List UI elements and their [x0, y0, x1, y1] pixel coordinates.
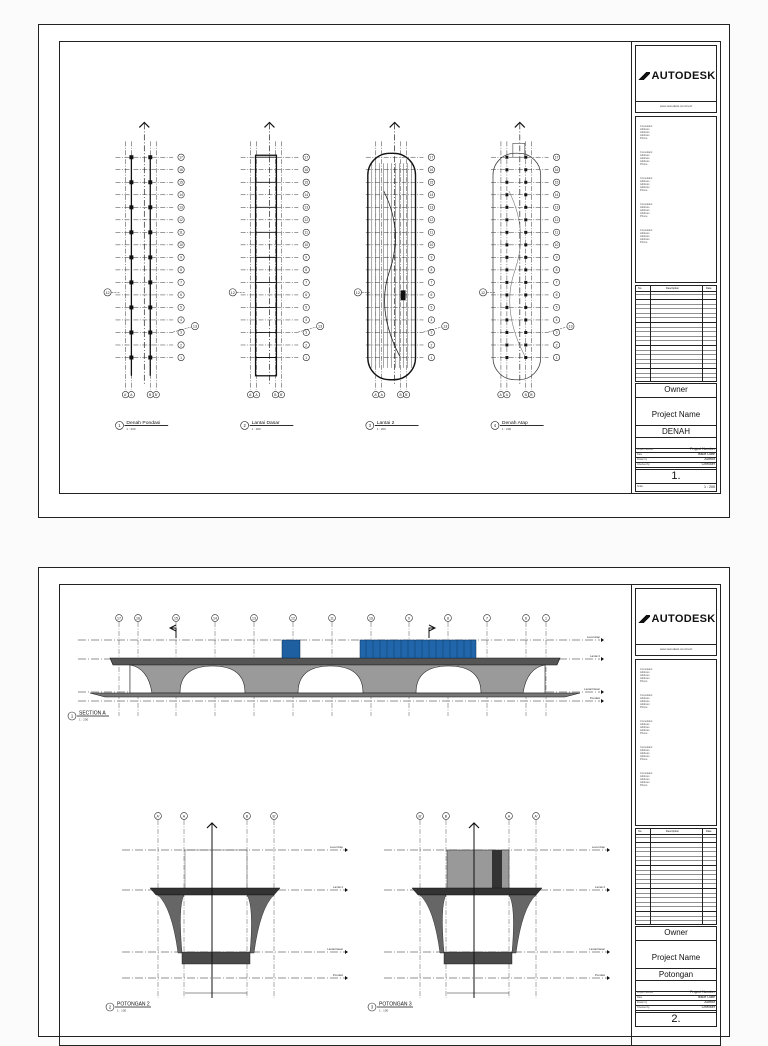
grid-bubble-label: 7 — [555, 280, 558, 285]
scale-value: 1 : 200 — [704, 485, 715, 489]
autodesk-mark-icon — [637, 72, 650, 80]
grid-bubble-label: 7 — [180, 280, 182, 285]
column — [524, 243, 527, 246]
grid-bubble-label: 9 — [408, 616, 410, 621]
column — [505, 281, 508, 284]
logo-text: AUTODESK — [651, 70, 716, 82]
curved-column — [509, 895, 536, 953]
grid-bubble-label: 12 — [304, 218, 309, 223]
grid-bubble-label: 12 — [429, 218, 434, 223]
column — [505, 218, 508, 221]
section-tag-label: 12 — [355, 290, 360, 295]
revision-table — [635, 828, 717, 925]
grid-bubble-label: 12 — [291, 616, 295, 621]
grid-bubble-label: A — [505, 392, 509, 397]
grid-bubble-label: A' — [249, 392, 253, 397]
grid-bubble-label: 11 — [304, 230, 308, 235]
level-label: Pondasi — [332, 973, 343, 977]
column — [524, 293, 527, 296]
logo-box — [635, 45, 717, 102]
grid-bubble-label: A — [507, 814, 511, 819]
view-title: POTONGAN 2 — [117, 1001, 150, 1008]
grid-bubble-label: 6 — [180, 293, 182, 298]
level-head-icon — [601, 638, 604, 642]
info-value: Checker — [701, 1005, 715, 1009]
view-number-bubble-label: 4 — [493, 423, 497, 429]
small-section-view — [106, 813, 348, 1013]
grid-bubble-label: 4 — [180, 318, 182, 323]
grid-bubble-label: 13 — [252, 616, 256, 621]
curved-column — [420, 895, 446, 953]
column — [524, 268, 527, 271]
autodesk-logo — [636, 613, 716, 625]
column — [524, 343, 527, 346]
grid-bubble-label: 5 — [555, 305, 558, 310]
upper-wall-dark — [492, 850, 502, 890]
stair-block — [401, 290, 406, 300]
grid-bubble-label: 8 — [180, 268, 182, 273]
consultant-5: Consultant Address Address Address Phone — [640, 229, 653, 244]
info-value: Author — [704, 457, 715, 461]
sheet-frame — [59, 584, 721, 1046]
autodesk-mark-icon — [637, 615, 650, 623]
grid-bubble-label: 14 — [429, 193, 434, 198]
level-head-icon — [601, 657, 604, 661]
column — [505, 293, 508, 296]
grid-bubble-label: 14 — [179, 193, 183, 198]
info-row — [636, 462, 716, 468]
grid-bubble-label: 16 — [304, 168, 309, 173]
grid-bubble-label: 3 — [305, 330, 308, 335]
grid-bubble-label: 11 — [179, 230, 183, 235]
roof-outline — [493, 153, 541, 379]
level-head-icon — [607, 950, 610, 954]
grid-bubble-label: 4 — [430, 318, 433, 323]
grid-bubble-label: A' — [124, 392, 127, 397]
curved-column — [158, 895, 184, 953]
grid-bubble-label: 1 — [180, 355, 182, 360]
info-label: Date — [637, 996, 643, 999]
column — [505, 168, 508, 171]
consultant-2: Consultant Address Address Address Phone — [640, 694, 653, 709]
section-tag-label: 12 — [230, 290, 235, 295]
owner-box — [635, 383, 717, 449]
view-scale: 1 : 200 — [501, 426, 512, 431]
small-section-view — [368, 813, 610, 1013]
info-value: Author — [704, 1000, 715, 1004]
grid-bubble-label: 8 — [305, 268, 308, 273]
grid-bubble-label: B — [444, 814, 448, 819]
grid-bubble-label: 10 — [304, 243, 309, 248]
view-number-bubble-label: 3 — [370, 1004, 374, 1010]
roof-curve — [509, 191, 525, 356]
ground-slab — [90, 693, 580, 697]
grid-bubble-label: 4 — [555, 318, 558, 323]
grid-bubble-label: 15 — [179, 180, 183, 185]
info-value: Project Number — [690, 990, 715, 994]
floor-plans-drawing — [60, 42, 622, 493]
column — [524, 156, 527, 159]
info-label: Date — [637, 453, 643, 456]
grid-bubble-label: B — [274, 392, 277, 397]
section-tag-label: 13 — [318, 324, 323, 329]
level-head-icon — [345, 888, 348, 892]
consultant-1: Consultant Address Address Address Phone — [640, 125, 653, 140]
info-label: Drawn by — [637, 1001, 648, 1004]
view-title: Denah Pondasi — [126, 420, 161, 426]
level-head-icon — [601, 690, 604, 694]
column — [524, 281, 527, 284]
grid-bubble-label: 11 — [330, 616, 334, 621]
level-label: Pondasi — [594, 973, 605, 977]
column — [505, 343, 508, 346]
level-label: Lantai 2 — [590, 654, 600, 658]
floor-slab — [182, 952, 250, 964]
grid-bubble-label: 2 — [430, 343, 433, 348]
grid-bubble-label: A' — [374, 392, 378, 397]
grid-bubble-label: A' — [156, 814, 160, 819]
grid-bubble-label: 15 — [304, 180, 309, 185]
project-name: Project Name — [651, 953, 701, 962]
column — [524, 256, 527, 259]
grid-bubble-label: 2 — [180, 343, 182, 348]
revision-table — [635, 285, 717, 382]
grid-bubble-label: 10 — [554, 243, 559, 248]
view-number-bubble-label: 2 — [108, 1004, 112, 1010]
column — [505, 206, 508, 209]
grid-bubble-label: 3 — [555, 330, 558, 335]
view-scale: 1 : 200 — [79, 717, 89, 722]
level-label: Lantai 2 — [595, 885, 605, 889]
consultant-3: Consultant Address Address Address Phone — [640, 720, 653, 735]
grid-bubble-label: B' — [272, 814, 276, 819]
level-label: Lantai Dasar — [327, 947, 343, 951]
info-value: Issue Date — [697, 452, 715, 456]
grid-bubble-label: 6 — [305, 293, 308, 298]
consultant-1: Consultant Address Address Address Phone — [640, 668, 653, 683]
info-row — [636, 1005, 716, 1011]
consultant-4: Consultant Address Address Address Phone — [640, 746, 653, 761]
grid-bubble-label: 16 — [554, 168, 559, 173]
level-head-icon — [345, 950, 348, 954]
owner: Owner — [636, 385, 716, 398]
grid-bubble-label: 17 — [179, 155, 183, 160]
info-value: Checker — [701, 462, 715, 466]
plan-view-1 — [104, 122, 199, 430]
view-scale: 1 : 200 — [126, 426, 136, 431]
column — [505, 256, 508, 259]
grid-bubble-label: 13 — [304, 205, 309, 210]
rev-col-desc: Description — [666, 830, 679, 833]
grid-bubble-label: 15 — [174, 616, 178, 621]
address: www.autodesk.com/revit — [635, 100, 717, 113]
grid-bubble-label: 12 — [554, 218, 559, 223]
level-head-icon — [607, 888, 610, 892]
roof-slab — [412, 888, 542, 895]
plan-view-2 — [229, 122, 324, 430]
column — [524, 206, 527, 209]
rev-col-date: Date — [706, 830, 712, 833]
grid-bubble-label: 14 — [213, 616, 217, 621]
section-tag-label: 13 — [443, 324, 448, 329]
info-label: Project number — [637, 448, 654, 451]
grid-bubble-label: A — [380, 392, 383, 397]
rev-col-no: No. — [638, 287, 643, 290]
view-title: Lantai 2 — [376, 420, 395, 426]
view-title: SECTION A — [79, 710, 106, 717]
curved-column — [247, 895, 274, 953]
grid-bubble-label: 7 — [486, 616, 488, 621]
column — [505, 318, 508, 321]
grid-bubble-label: 13 — [179, 205, 183, 210]
grid-bubble-label: 15 — [554, 180, 559, 185]
project-name: Project Name — [651, 410, 701, 419]
sheet-frame — [59, 41, 721, 494]
section-tag-label: 13 — [568, 324, 573, 329]
grid-bubble-label: B' — [154, 392, 158, 397]
scale-label: Scale — [637, 485, 643, 488]
grid-bubble-label: 9 — [180, 255, 182, 260]
view-title: POTONGAN 3 — [379, 1001, 412, 1008]
grid-bubble-label: 9 — [430, 255, 433, 260]
grid-bubble-label: 17 — [304, 155, 309, 160]
sheet-number: 1. — [635, 469, 717, 484]
grid-bubble-label: 4 — [305, 318, 308, 323]
column — [524, 193, 527, 196]
grid-bubble-label: 15 — [429, 180, 434, 185]
view-number-bubble-label: 1 — [118, 423, 121, 429]
section-tag-label: 12 — [480, 290, 486, 295]
consultants-box — [635, 116, 717, 283]
level-label: Pondasi — [589, 696, 600, 700]
grid-bubble-label: B' — [405, 392, 408, 397]
info-label: Checked by — [637, 1006, 650, 1009]
floor-slab — [444, 952, 512, 964]
grid-bubble-label: 17 — [554, 155, 559, 160]
address: www.autodesk.com/revit — [635, 643, 717, 656]
grid-bubble-label: 9 — [305, 255, 308, 260]
level-head-icon — [601, 699, 604, 703]
grid-bubble-label: 1 — [305, 355, 308, 360]
section-arrow-icon — [429, 625, 435, 638]
grid-bubble-label: 13 — [429, 205, 434, 210]
info-table — [635, 447, 717, 470]
rev-col-date: Date — [706, 287, 712, 290]
grid-bubble-label: 1 — [555, 355, 558, 360]
owner-box — [635, 926, 717, 992]
grid-bubble-label: B' — [279, 392, 283, 397]
info-value: Project Number — [690, 447, 715, 451]
grid-bubble-label: 6 — [555, 293, 558, 298]
grid-bubble-label: 5 — [180, 305, 182, 310]
plan-view-3 — [354, 122, 449, 430]
grid-bubble-label: 14 — [554, 193, 559, 198]
view-number-bubble-label: 2 — [243, 423, 246, 429]
grid-bubble-label: 8 — [555, 268, 558, 273]
rev-divider — [650, 829, 651, 924]
grid-bubble-label: 16 — [429, 168, 434, 173]
view-title: Denah Atap — [501, 420, 528, 426]
grid-bubble-label: B — [524, 392, 527, 397]
level-label: Lantai Dasar — [589, 947, 605, 951]
grid-bubble-label: A — [255, 392, 258, 397]
revision-header — [636, 286, 716, 292]
logo-text: AUTODESK — [651, 613, 716, 625]
column — [505, 156, 508, 159]
grid-bubble-label: 3 — [180, 330, 182, 335]
level-label: Lantai 2 — [333, 885, 343, 889]
grid-bubble-label: 17 — [117, 616, 121, 621]
level-head-icon — [345, 848, 348, 852]
grid-bubble-label: 7 — [305, 280, 308, 285]
section-arrow-icon — [170, 625, 176, 638]
grid-bubble-label: 3 — [430, 330, 433, 335]
column — [505, 231, 508, 234]
grid-bubble-label: 17 — [429, 155, 434, 160]
grid-bubble-label: 6 — [430, 293, 433, 298]
grid-bubble-label: B — [399, 392, 402, 397]
level-head-icon — [345, 976, 348, 980]
view-number-bubble-label: 1 — [70, 713, 74, 719]
scale-row — [635, 483, 717, 492]
grid-bubble-label: 9 — [555, 255, 558, 260]
column — [505, 268, 508, 271]
grid-bubble-label: 6 — [525, 616, 527, 621]
sheet-name: DENAH — [636, 425, 716, 438]
roof-slab — [150, 888, 280, 895]
level-label: Level Atap — [591, 845, 605, 849]
grid-bubble-label: B — [149, 392, 152, 397]
grid-bubble-label: 11 — [429, 230, 434, 235]
grid-bubble-label: B' — [530, 392, 534, 397]
consultant-5: Consultant Address Address Address Phone — [640, 772, 653, 787]
glass-wall — [282, 640, 300, 658]
info-table — [635, 990, 717, 1013]
autodesk-logo — [636, 70, 716, 82]
grid-bubble-label: A' — [499, 392, 503, 397]
grid-bubble-label: 13 — [554, 205, 559, 210]
column — [524, 168, 527, 171]
column — [524, 331, 527, 334]
column — [524, 231, 527, 234]
section-tag-label: 12 — [105, 290, 110, 295]
level-label: Lantai Dasar — [584, 687, 600, 691]
column — [524, 218, 527, 221]
level-label: Level Atap — [329, 845, 343, 849]
view-number-bubble-label: 3 — [368, 423, 371, 429]
rev-col-no: No. — [638, 830, 643, 833]
grid-bubble-label: 7 — [430, 280, 433, 285]
level-label: Level Atap — [586, 635, 600, 639]
info-label: Drawn by — [637, 458, 648, 461]
sections-drawing — [60, 585, 622, 1045]
column — [524, 181, 527, 184]
rev-col-desc: Description — [666, 287, 679, 290]
rev-divider — [702, 286, 703, 381]
grid-bubble-label: 11 — [554, 230, 559, 235]
column — [505, 243, 508, 246]
title-block — [631, 42, 720, 493]
owner: Owner — [636, 928, 716, 941]
info-value: Issue Date — [697, 995, 715, 999]
consultant-4: Consultant Address Address Address Phone — [640, 203, 653, 218]
glass-wall — [360, 640, 476, 658]
rev-divider — [702, 829, 703, 924]
column — [505, 193, 508, 196]
logo-box — [635, 588, 717, 645]
section-tag-label: 13 — [192, 324, 198, 329]
grid-bubble-label: 14 — [304, 193, 309, 198]
sheet-potongan — [38, 567, 730, 1037]
column — [505, 331, 508, 334]
grid-bubble-label: A' — [534, 814, 538, 819]
floor-outline — [256, 155, 277, 376]
column — [524, 306, 527, 309]
view-scale: 1 : 100 — [117, 1008, 127, 1013]
roof-hatch-box — [513, 143, 525, 157]
info-label: Project number — [637, 991, 654, 994]
info-label: Checked by — [637, 463, 650, 466]
view-scale: 1 : 200 — [376, 426, 386, 431]
view-scale: 1 : 200 — [251, 426, 261, 431]
grid-bubble-label: 5 — [305, 305, 308, 310]
revision-header — [636, 829, 716, 835]
title-block — [631, 585, 720, 1045]
view-scale: 1 : 100 — [379, 1008, 389, 1013]
plan-view-4 — [479, 122, 574, 430]
grid-bubble-label: 12 — [179, 218, 183, 223]
sheet-name: Potongan — [636, 968, 716, 981]
level-head-icon — [607, 976, 610, 980]
column — [524, 318, 527, 321]
grid-bubble-label: 1 — [430, 355, 433, 360]
grid-bubble-label: 10 — [179, 243, 183, 248]
grid-bubble-label: A — [130, 392, 133, 397]
level-head-icon — [607, 848, 610, 852]
grid-bubble-label: 8 — [430, 268, 433, 273]
grid-bubble-label: 16 — [179, 168, 183, 173]
grid-bubble-label: 16 — [136, 616, 140, 621]
roof-slab — [110, 658, 560, 665]
grid-bubble-label: 2 — [555, 343, 558, 348]
sheet-number: 2. — [635, 1012, 717, 1027]
column — [524, 356, 527, 359]
column — [505, 306, 508, 309]
column — [505, 181, 508, 184]
grid-bubble-label: 10 — [369, 616, 373, 621]
column — [505, 356, 508, 359]
consultants-box — [635, 659, 717, 826]
grid-bubble-label: 10 — [429, 243, 434, 248]
grid-bubble-label: 2 — [305, 343, 308, 348]
grid-bubble-label: B' — [418, 814, 422, 819]
consultant-3: Consultant Address Address Address Phone — [640, 177, 653, 192]
sheet-denah — [38, 24, 730, 518]
consultant-2: Consultant Address Address Address Phone — [640, 151, 653, 166]
rev-divider — [650, 286, 651, 381]
grid-bubble-label: 8 — [447, 616, 449, 621]
grid-bubble-label: 5 — [430, 305, 433, 310]
grid-bubble-label: 1 — [545, 616, 547, 621]
grid-bubble-label: B — [245, 814, 249, 819]
upper-frame — [185, 850, 247, 890]
grid-bubble-label: A — [182, 814, 186, 819]
view-title: Lantai Dasar — [251, 420, 280, 426]
